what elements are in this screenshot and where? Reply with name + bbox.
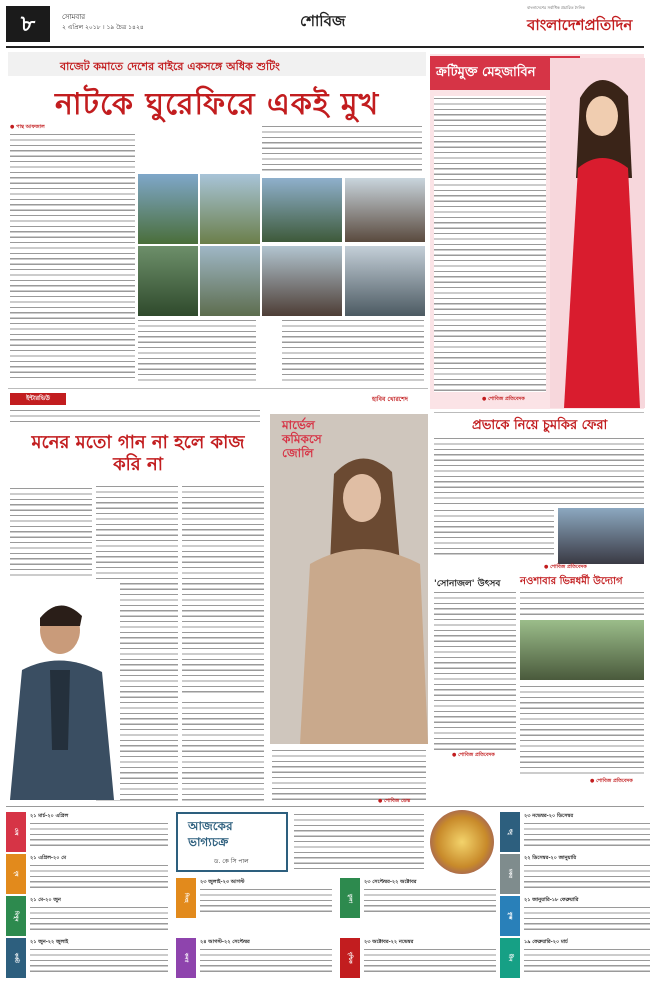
story3-photo: [520, 620, 644, 680]
story1-body: [434, 436, 644, 506]
newspaper-logo: বাংলাদেশপ্রতিদিন: [527, 16, 633, 34]
sign-name: বৃশ্চিক: [340, 938, 360, 978]
sign-body: [30, 947, 168, 975]
sign-dates: ২৪ আগস্ট-২২ সেপ্টেম্বর: [200, 939, 250, 945]
sign-body: [200, 947, 332, 975]
jolie-title-line3: জোলি: [282, 446, 314, 460]
sign-name: মীন: [500, 938, 520, 978]
story-kicker: বাজেট কমাতে দেশের বাইরে একসঙ্গে অধিক শুটিং: [60, 60, 280, 73]
jolie-title-line2: কমিকসে: [282, 432, 322, 446]
horoscope-author: ড. কে সি পাল: [214, 858, 249, 865]
jolie-title: [282, 418, 322, 460]
horoscope-sign-10: [500, 854, 650, 894]
story-body-col1: [10, 132, 135, 382]
collage-photo-1: [138, 174, 198, 244]
collage-photo-5: [138, 246, 198, 316]
horoscope-sign-11: [500, 896, 650, 936]
story-body-col4: [282, 318, 424, 382]
header-rule: [6, 46, 644, 48]
horoscope-intro: [294, 812, 424, 870]
sign-dates: ১৯ ফেব্রুয়ারি-২০ মার্চ: [524, 939, 568, 945]
horoscope-sign-9: [500, 812, 650, 852]
collage-photo-3: [262, 178, 342, 242]
feature-title: ক্রটিমুক্ত মেহজাবিন: [430, 56, 580, 90]
sign-dates: ২১ এপ্রিল-২০ মে: [30, 855, 67, 861]
interview-body-col4: [182, 700, 264, 804]
horoscope-sign-8: [340, 938, 500, 978]
feature-byline: ● শোবিজ প্রতিবেদক: [482, 396, 525, 402]
sign-body: [200, 887, 332, 915]
collage-photo-2: [200, 174, 260, 244]
sign-name: সিংহ: [176, 878, 196, 918]
horoscope-sign-6: [176, 938, 336, 978]
story3-headline: নওশাবার ভিন্নধর্মী উদ্যোগ: [520, 576, 623, 587]
collage-photo-7: [262, 246, 342, 316]
section-divider: [8, 388, 428, 389]
story2-headline: 'সোনাজল' উৎসব: [434, 579, 501, 589]
horoscope-title-1: আজকের: [188, 819, 233, 833]
sign-body: [524, 863, 650, 891]
sign-body: [524, 947, 650, 975]
sign-name: কর্কট: [6, 938, 26, 978]
jolie-photo: [270, 414, 428, 744]
sign-name: মিথুন: [6, 896, 26, 936]
sign-dates: ২১ মার্চ-২০ এপ্রিল: [30, 813, 69, 819]
logo-tagline: বাংলাদেশের সর্বাধিক প্রচারিত দৈনিক: [527, 5, 585, 10]
story2-body: [434, 590, 516, 750]
sign-name: কুম্ভ: [500, 896, 520, 936]
sign-name: বৃষ: [6, 854, 26, 894]
story1-body-2: [434, 508, 554, 556]
horoscope-sign-4: [6, 938, 172, 978]
actress-photo: [550, 58, 645, 408]
sign-body: [30, 863, 168, 891]
sign-name: ধনু: [500, 812, 520, 852]
story1-headline: প্রভাকে নিয়ে চুমকির ফেরা: [472, 418, 608, 433]
story-body-col3: [262, 124, 422, 174]
story1-photo: [558, 508, 644, 564]
interview-label: ইন্টারভিউ: [10, 393, 66, 405]
sign-body: [524, 821, 650, 849]
sign-body: [364, 947, 496, 975]
horoscope-sign-1: [6, 812, 172, 852]
sign-name: মকর: [500, 854, 520, 894]
story3-body: [520, 590, 644, 618]
sign-dates: ২৩ অক্টোবর-২২ নভেম্বর: [364, 939, 414, 945]
horoscope-sign-12: [500, 938, 650, 978]
horoscope-title-2: ভাগ্যচক্র: [188, 835, 229, 849]
collage-photo-8: [345, 246, 425, 316]
jolie-title-line1: মার্ভেল: [282, 418, 315, 432]
jolie-byline: ● শোবিজ ডেস্ক: [378, 798, 411, 804]
story-headline: নাটকে ঘুরেফিরে একই মুখ: [55, 87, 380, 122]
zodiac-wheel-icon: [430, 810, 494, 874]
sign-name: মেষ: [6, 812, 26, 852]
feature-body: [434, 96, 546, 392]
sign-dates: ২৩ জুলাই-২৩ আগস্ট: [200, 879, 245, 885]
sign-dates: ২২ ডিসেম্বর-২০ জানুয়ারি: [524, 855, 577, 861]
story2-byline: ● শোবিজ প্রতিবেদক: [452, 752, 495, 758]
interview-author: হাবিব খোরশেদ: [372, 396, 408, 403]
sign-body: [30, 821, 168, 849]
section-title: শোবিজ: [300, 12, 346, 30]
issue-date: ২ এপ্রিল ২০১৮ । ১৯ চৈত্র ১৪২৪: [62, 24, 144, 31]
sign-body: [364, 887, 496, 915]
interview-body-col1: [10, 486, 92, 576]
page-number: ৮: [6, 6, 50, 42]
issue-day: সোমবার: [62, 13, 86, 21]
sign-dates: ২১ জানুয়ারি-১৮ ফেব্রুয়ারি: [524, 897, 579, 903]
interview-headline: মনের মতো গান না হলে কাজ করি না: [31, 432, 245, 475]
sign-name: কন্যা: [176, 938, 196, 978]
right-divider: [434, 412, 644, 413]
horoscope-sign-7: [340, 878, 500, 918]
collage-photo-6: [200, 246, 260, 316]
horoscope-divider: [6, 806, 644, 807]
story1-byline: ● শোবিজ প্রতিবেদক: [544, 564, 587, 570]
sign-dates: ২১ জুন-২২ জুলাই: [30, 939, 69, 945]
horoscope-sign-3: [6, 896, 172, 936]
sign-dates: ২১ মে-২০ জুন: [30, 897, 61, 903]
collage-photo-4: [345, 178, 425, 242]
sign-dates: ২৩ সেপ্টেম্বর-২২ অক্টোবর: [364, 879, 417, 885]
story-body-col2: [138, 318, 256, 382]
horoscope-sign-2: [6, 854, 172, 894]
story3-body-2: [520, 684, 644, 776]
sign-dates: ২৩ নভেম্বর-২০ ডিসেম্বর: [524, 813, 574, 819]
interview-body-col3: [182, 484, 264, 694]
sign-body: [30, 905, 168, 933]
story3-byline: ● শোবিজ প্রতিবেদক: [590, 778, 633, 784]
sign-body: [524, 905, 650, 933]
story-byline: ● পান্থ আফজাল: [10, 124, 45, 130]
singer-photo: [10, 580, 120, 800]
jolie-body: [272, 748, 426, 800]
horoscope-sign-5: [176, 878, 336, 918]
sign-name: তুলা: [340, 878, 360, 918]
interview-intro: [10, 408, 260, 426]
